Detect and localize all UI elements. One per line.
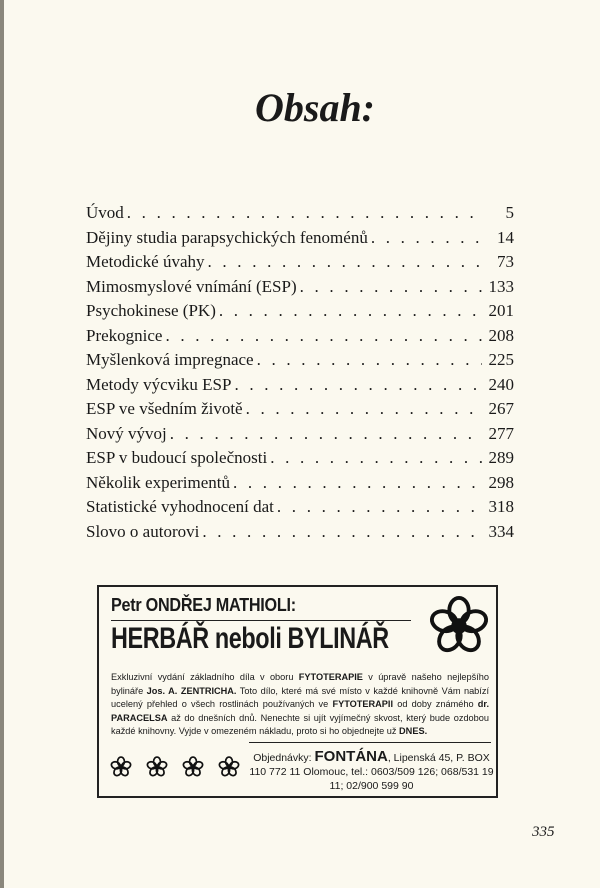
ad-author: Petr ONDŘEJ MATHIOLI: bbox=[111, 595, 296, 615]
desc-text: Exkluzivní vydání základního díla v oboru bbox=[111, 672, 299, 682]
toc-entry bbox=[86, 350, 514, 375]
toc-page: 73 bbox=[497, 252, 514, 271]
toc-entry bbox=[86, 277, 514, 302]
toc-entry bbox=[86, 424, 514, 449]
toc-label: Myšlenková impregnace bbox=[86, 350, 254, 369]
leader-dots bbox=[208, 252, 483, 272]
desc-bold: DNES. bbox=[399, 726, 428, 736]
divider bbox=[111, 620, 411, 621]
toc-page: 240 bbox=[488, 374, 514, 394]
toc-entry bbox=[86, 522, 514, 547]
desc-text: v úpravě našeho nejlepšího bylináře bbox=[111, 672, 489, 696]
desc-text: Toto dílo, které má své místo v každé knihovně Vám nabízí ucelený přehled o všech rostlinách používaných ve bbox=[111, 685, 489, 709]
toc-label: Mimosmyslové vnímání (ESP) bbox=[86, 276, 297, 296]
flower-icon bbox=[424, 595, 494, 657]
toc-page: 277 bbox=[488, 423, 514, 443]
publisher-address: , Lipenská 45, P. BOX 110 772 11 Olomouc, tel.: 0603/509 126; 068/531 19 11; 02/900 599 90 bbox=[249, 752, 494, 792]
toc-entry bbox=[86, 326, 514, 351]
toc-page: 208 bbox=[488, 325, 514, 345]
flower-row bbox=[109, 755, 241, 779]
toc-page: 5 bbox=[505, 203, 514, 222]
leader-dots bbox=[246, 399, 482, 419]
desc-text: až do dnešních dnů. Nenechte si ujít vyjímečný skvost, který bude ozdobou každé knihovny. Vyjde v omezeném nákladu, proto si ho objednejte už bbox=[111, 712, 489, 736]
toc-page: 289 bbox=[488, 448, 514, 467]
toc-page: 14 bbox=[497, 227, 514, 247]
leader-dots bbox=[270, 448, 482, 468]
toc-entry bbox=[86, 203, 514, 228]
toc-page: 334 bbox=[488, 521, 514, 541]
toc-entry bbox=[86, 252, 514, 277]
leader-dots bbox=[165, 326, 482, 346]
leader-dots bbox=[277, 497, 482, 517]
order-info bbox=[249, 750, 494, 793]
desc-bold: Jos. A. ZENTRICHA. bbox=[146, 685, 237, 696]
toc-entry bbox=[86, 375, 514, 400]
publisher-name: FONTÁNA bbox=[314, 748, 388, 765]
desc-bold: FYTOTERAPIE bbox=[298, 672, 363, 682]
desc-text: od doby známého bbox=[393, 699, 478, 709]
toc-entry bbox=[86, 399, 514, 424]
order-label: Objednávky: bbox=[253, 752, 315, 764]
page-number: 335 bbox=[532, 824, 555, 840]
leader-dots bbox=[257, 350, 482, 370]
leader-dots bbox=[170, 424, 482, 444]
ad-description bbox=[111, 671, 489, 739]
flower-icon bbox=[145, 755, 169, 779]
desc-bold: dr. PARACELSA bbox=[111, 699, 490, 723]
toc-label: Psychokinese (PK) bbox=[86, 301, 216, 320]
leader-dots bbox=[127, 203, 482, 223]
flower-icon bbox=[181, 755, 205, 779]
flower-icon bbox=[217, 755, 241, 779]
desc-bold: FYTOTERAPII bbox=[332, 699, 394, 709]
ad-book-title: HERBÁŘ neboli BYLINÁŘ bbox=[111, 622, 389, 655]
table-of-contents bbox=[86, 203, 514, 546]
leader-dots bbox=[371, 228, 482, 248]
toc-label: Statistické vyhodnocení dat bbox=[86, 497, 274, 516]
toc-page: 267 bbox=[488, 399, 514, 418]
toc-page: 201 bbox=[488, 301, 514, 320]
toc-label: ESP ve všedním životě bbox=[86, 399, 243, 418]
toc-label: Slovo o autorovi bbox=[86, 521, 200, 541]
toc-label: Metody výcviku ESP bbox=[86, 374, 232, 394]
toc-entry bbox=[86, 228, 514, 253]
leader-dots bbox=[219, 301, 482, 321]
page-title: Obsah: bbox=[254, 85, 376, 130]
toc-entry bbox=[86, 497, 514, 522]
toc-label: Prekognice bbox=[86, 325, 163, 345]
toc-page: 225 bbox=[488, 350, 514, 369]
toc-label: Dějiny studia parapsychických fenoménů bbox=[86, 227, 368, 247]
toc-label: Nový vývoj bbox=[86, 423, 167, 443]
leader-dots bbox=[234, 375, 482, 395]
toc-label: Metodické úvahy bbox=[86, 252, 205, 271]
leader-dots bbox=[202, 522, 482, 542]
scan-edge bbox=[0, 0, 4, 888]
flower-icon bbox=[109, 755, 133, 779]
toc-label: Několik experimentů bbox=[86, 472, 230, 492]
advertisement-box bbox=[97, 585, 498, 798]
toc-entry bbox=[86, 473, 514, 498]
toc-entry bbox=[86, 448, 514, 473]
toc-page: 318 bbox=[488, 497, 514, 516]
toc-label: Úvod bbox=[86, 203, 124, 222]
toc-entry bbox=[86, 301, 514, 326]
divider bbox=[249, 742, 491, 743]
toc-page: 133 bbox=[488, 276, 514, 296]
leader-dots bbox=[300, 277, 482, 297]
toc-label: ESP v budoucí společnosti bbox=[86, 448, 268, 467]
leader-dots bbox=[233, 473, 482, 493]
toc-page: 298 bbox=[488, 472, 514, 492]
